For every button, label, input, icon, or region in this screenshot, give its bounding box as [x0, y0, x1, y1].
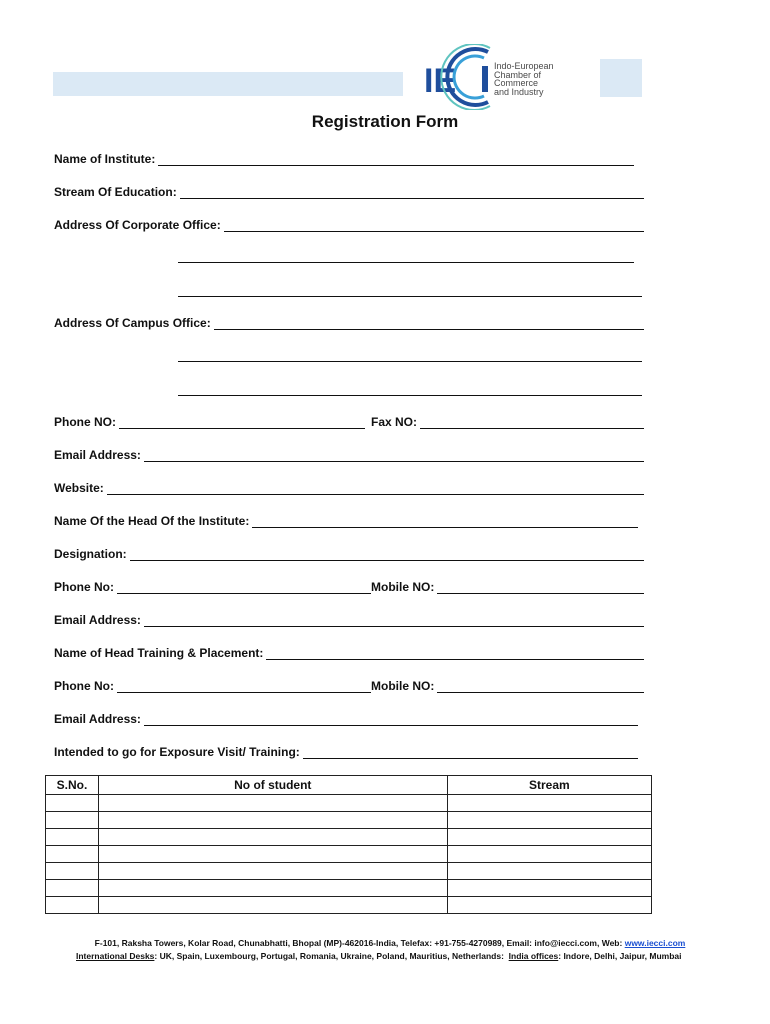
- logo-text: Indo-European Chamber of Commerce and Industry: [494, 61, 554, 97]
- field-tp-phone-mobile[interactable]: Phone No: Mobile NO:: [54, 677, 644, 693]
- website-link[interactable]: www.iecci.com: [624, 938, 686, 948]
- field-tp-email[interactable]: Email Address:: [54, 710, 644, 726]
- iecci-logo-icon: [424, 44, 496, 110]
- field-head-phone-mobile[interactable]: Phone No: Mobile NO:: [54, 578, 644, 594]
- table-row: [46, 863, 652, 880]
- field-corporate-office[interactable]: Address Of Corporate Office:: [54, 216, 644, 232]
- table-row: [46, 897, 652, 914]
- table-header-row: [46, 776, 652, 795]
- table-row: [46, 880, 652, 897]
- field-campus-office[interactable]: Address Of Campus Office:: [54, 314, 644, 330]
- table-row: [46, 812, 652, 829]
- table-row: [46, 795, 652, 812]
- field-institute[interactable]: Name of Institute:: [54, 150, 644, 166]
- field-head-name[interactable]: Name Of the Head Of the Institute:: [54, 512, 644, 528]
- field-corporate-office-line-2[interactable]: [178, 262, 634, 263]
- field-campus-office-line-2[interactable]: [178, 361, 642, 362]
- field-tp-head[interactable]: Name of Head Training & Placement:: [54, 644, 644, 660]
- field-stream[interactable]: Stream Of Education:: [54, 183, 644, 199]
- table-row: [46, 829, 652, 846]
- india-offices-label: India offices: [508, 951, 559, 961]
- header-sno: S.No.: [46, 776, 99, 795]
- svg-text:IE: IE: [424, 62, 457, 100]
- field-head-email[interactable]: Email Address:: [54, 611, 644, 627]
- form-title: Registration Form: [311, 112, 459, 131]
- header-stream: Stream: [447, 776, 651, 795]
- footer-offices: International Desks: UK, Spain, Luxembourg, Portugal, Romania, Ukraine, Poland, Mauritius, Netherlands: India offices: Indore, Delhi, Jaipur, Mumbai: [76, 951, 682, 961]
- header-banner: [53, 72, 403, 96]
- footer-address: F-101, Raksha Towers, Kolar Road, Chunabhatti, Bhopal (MP)-462016-India, Telefax: +91-755-4270989, Email: info@iecci.com, Web: www.iecci.com: [94, 938, 686, 948]
- table-row: [46, 846, 652, 863]
- footer: [0, 937, 770, 963]
- student-table: [45, 775, 652, 914]
- field-exposure-visit[interactable]: Intended to go for Exposure Visit/ Training:: [54, 743, 644, 759]
- header-students: No of student: [98, 776, 447, 795]
- header-side-box: [600, 59, 642, 97]
- field-email[interactable]: Email Address:: [54, 446, 644, 462]
- field-campus-office-line-3[interactable]: [178, 395, 642, 396]
- international-desks-label: International Desks: [76, 951, 155, 961]
- iecci-logo: [424, 44, 574, 110]
- field-website[interactable]: Website:: [54, 479, 644, 495]
- field-phone-fax[interactable]: Phone NO: Fax NO:: [54, 413, 644, 429]
- field-designation[interactable]: Designation:: [54, 545, 644, 561]
- field-corporate-office-line-3[interactable]: [178, 296, 642, 297]
